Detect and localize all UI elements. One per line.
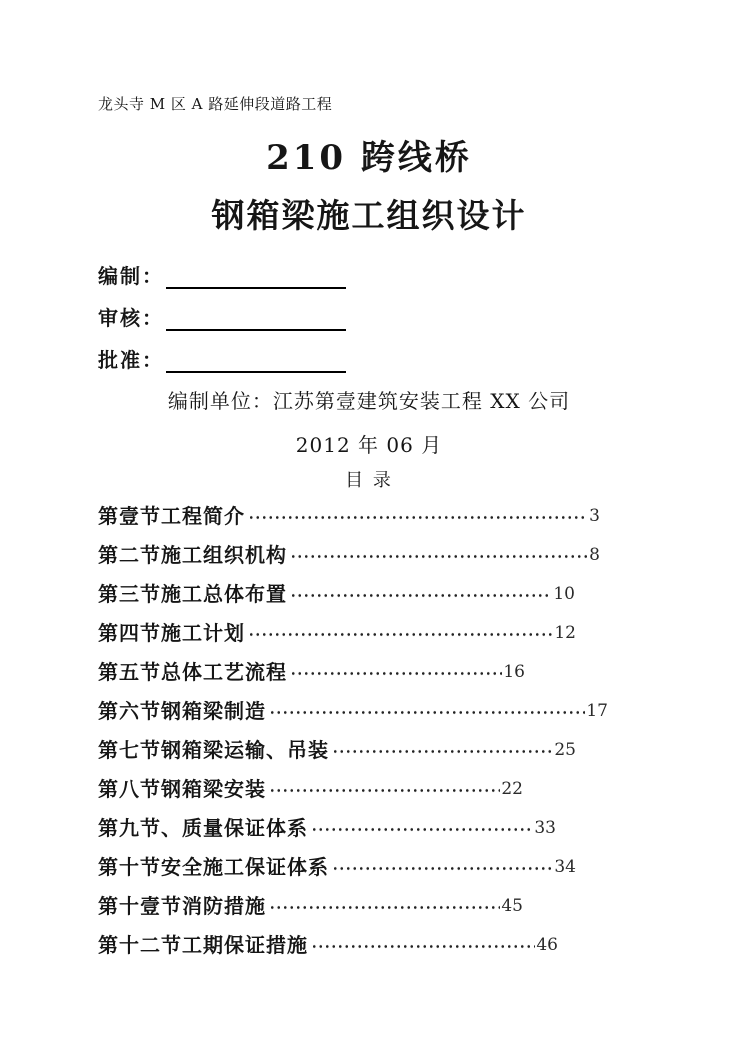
toc-entry[interactable]	[98, 856, 576, 879]
toc-page-number: 16	[503, 662, 525, 682]
toc-page-number: 45	[501, 896, 523, 916]
toc-entry[interactable]	[98, 622, 576, 645]
toc-dot-leader	[288, 544, 588, 567]
toc-heading: 目 录	[345, 470, 393, 491]
prepared-by-unit: 编制单位：江苏第壹建筑安装工程 XX 公司	[167, 389, 571, 413]
toc-entry-title[interactable]: 第十二节工期保证措施	[98, 933, 308, 957]
toc-entry[interactable]	[98, 739, 576, 762]
toc-page-number: 25	[554, 740, 576, 760]
toc-entry[interactable]	[98, 817, 556, 840]
toc-page-number: 33	[534, 818, 556, 838]
document-date: 2012 年 06 月	[295, 433, 443, 457]
toc-entry[interactable]	[98, 661, 525, 684]
signature-row-reviewed-by	[98, 305, 640, 331]
toc-entry-title[interactable]: 第七节钢箱梁运输、吊装	[98, 738, 329, 762]
toc-dot-leader	[309, 817, 533, 840]
toc-dot-leader	[246, 505, 588, 528]
table-of-contents	[98, 505, 640, 957]
toc-dot-leader	[330, 739, 553, 762]
toc-entry-title[interactable]: 第五节总体工艺流程	[98, 660, 287, 684]
toc-entry-title[interactable]: 第壹节工程简介	[98, 504, 245, 528]
toc-page-number: 34	[554, 857, 576, 877]
compiled-by-blank-line	[166, 263, 346, 289]
toc-entry-title[interactable]: 第四节施工计划	[98, 621, 245, 645]
toc-page-number: 46	[536, 935, 558, 955]
reviewed-by-blank-line	[166, 305, 346, 331]
toc-dot-leader	[267, 895, 500, 918]
toc-entry[interactable]	[98, 934, 558, 957]
toc-page-number: 8	[589, 545, 600, 565]
toc-page-number: 10	[553, 584, 575, 604]
signature-block	[98, 263, 640, 373]
project-name-header: 龙头寺 M 区 A 路延伸段道路工程	[98, 95, 333, 113]
toc-dot-leader	[288, 661, 502, 684]
toc-entry-title[interactable]: 第三节施工总体布置	[98, 582, 287, 606]
toc-dot-leader	[288, 583, 552, 606]
reviewed-by-label: 审核：	[98, 306, 164, 330]
toc-dot-leader	[246, 622, 553, 645]
toc-entry-title[interactable]: 第九节、质量保证体系	[98, 816, 308, 840]
toc-entry[interactable]	[98, 583, 575, 606]
toc-entry[interactable]	[98, 700, 608, 723]
toc-page-number: 3	[589, 506, 600, 526]
toc-entry[interactable]	[98, 505, 600, 528]
document-title-line1: 210 跨线桥	[266, 138, 472, 178]
signature-row-approved-by	[98, 347, 640, 373]
toc-entry-title[interactable]: 第十壹节消防措施	[98, 894, 266, 918]
signature-row-compiled-by	[98, 263, 640, 289]
toc-entry-title[interactable]: 第八节钢箱梁安装	[98, 777, 266, 801]
toc-page-number: 17	[586, 701, 608, 721]
toc-dot-leader	[330, 856, 553, 879]
toc-dot-leader	[267, 778, 500, 801]
toc-entry-title[interactable]: 第十节安全施工保证体系	[98, 855, 329, 879]
document-title-line2: 钢箱梁施工组织设计	[211, 196, 527, 235]
toc-entry[interactable]	[98, 544, 600, 567]
toc-dot-leader	[309, 934, 535, 957]
compiled-by-label: 编制：	[98, 264, 164, 288]
approved-by-blank-line	[166, 347, 346, 373]
toc-dot-leader	[267, 700, 585, 723]
toc-page-number: 22	[501, 779, 523, 799]
toc-page-number: 12	[554, 623, 576, 643]
toc-entry[interactable]	[98, 778, 523, 801]
toc-entry-title[interactable]: 第六节钢箱梁制造	[98, 699, 266, 723]
toc-entry-title[interactable]: 第二节施工组织机构	[98, 543, 287, 567]
toc-entry[interactable]	[98, 895, 523, 918]
approved-by-label: 批准：	[98, 348, 164, 372]
